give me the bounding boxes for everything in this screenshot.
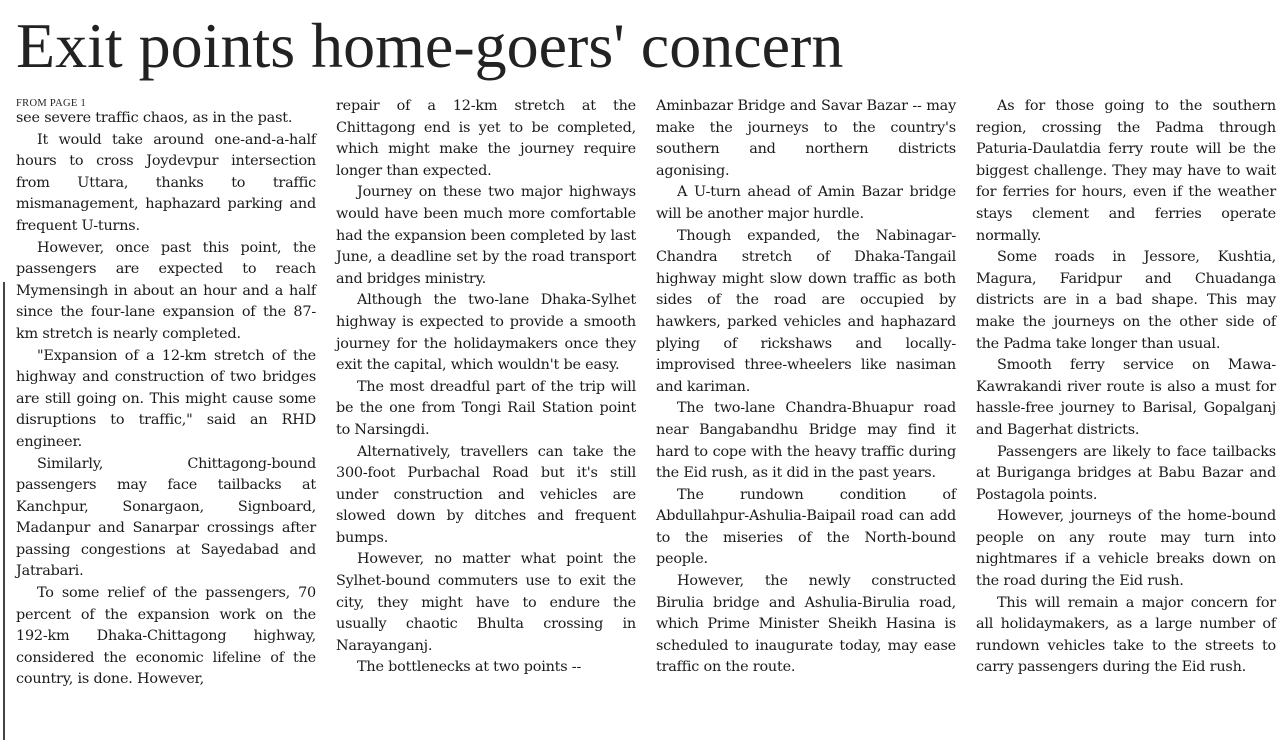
paragraph: The most dreadful part of the trip will be the one from Tongi Rail Station point to Narsingdi. (336, 378, 636, 438)
paragraph: see severe traffic chaos, as in the past. (16, 110, 293, 126)
paragraph: It would take around one-and-a-half hours to cross Joydevpur intersection from Uttara, thanks to traffic mismanagement, haphazard parking and frequent U-turns. (16, 131, 316, 234)
paragraph: Similarly, Chittagong-bound passengers may face tailbacks at Kanchpur, Sonargaon, Signboard, Madanpur and Sanarpar crossings after passing congestions at Sayedabad and Jatrabari. (16, 455, 316, 580)
paragraph: "Expansion of a 12-km stretch of the highway and construction of two bridges are still going on. This might cause some disruptions to traffic," said an RHD engineer. (16, 347, 316, 450)
paragraph: The bottlenecks at two points -- (357, 659, 582, 676)
paragraph: A U-turn ahead of Amin Bazar bridge will be another major hurdle. (656, 184, 956, 222)
article-column-3 (656, 96, 956, 679)
paragraph: Aminbazar Bridge and Savar Bazar -- may make the journeys to the country's southern and northern districts agonising. (656, 98, 956, 179)
paragraph: Although the two-lane Dhaka-Sylhet highway is expected to provide a smooth journey for the holidaymakers once they exit the capital, which wouldn't be easy. (336, 292, 636, 374)
paragraph: Though expanded, the Nabinagar-Chandra stretch of Dhaka-Tangail highway might slow down traffic as both sides of the road are occupied by hawkers, parked vehicles and haphazard plying of rickshaws and locally-improvised three-wheelers like nasiman and kariman. (656, 227, 956, 395)
paragraph: However, the newly constructed Birulia bridge and Ashulia-Birulia road, which Prime Minister Sheikh Hasina is scheduled to inaugurate today, may ease traffic on the route. (656, 573, 956, 676)
paragraph: Alternatively, travellers can take the 300-foot Purbachal Road but it's still under construction and vehicles are slowed down by ditches and frequent bumps. (336, 443, 636, 546)
paragraph: Smooth ferry service on Mawa-Kawrakandi river route is also a must for hassle-free journey to Barisal, Gopalganj and Bagerhat districts. (976, 357, 1276, 438)
jump-kicker: FROM PAGE 1 (16, 98, 87, 109)
paragraph: Journey on these two major highways would have been much more comfortable had the expansion been completed by last June, a deadline set by the road transport and bridges ministry. (336, 184, 636, 287)
article-column-4 (976, 96, 1276, 679)
paragraph: Some roads in Jessore, Kushtia, Magura, Faridpur and Chuadanga districts are in a bad shape. This may make the journeys on the other side of the Padma take longer than usual. (976, 249, 1276, 352)
paragraph: The two-lane Chandra-Bhuapur road near Bangabandhu Bridge may find it hard to cope with the heavy traffic during the Eid rush, as it did in the past years. (656, 400, 956, 482)
paragraph: As for those going to the southern region, crossing the Padma through Paturia-Daulatdia ferry route will be the biggest challenge. They may have to wait for ferries for hours, even if the weather stays clement and ferries operate normally. (976, 98, 1276, 244)
article-headline: Exit points home-goers' concern (16, 10, 844, 81)
paragraph: Passengers are likely to face tailbacks at Buriganga bridges at Babu Bazar and Postagola points. (976, 443, 1276, 503)
paragraph: This will remain a major concern for all holidaymakers, as a large number of rundown vehicles take to the streets to carry passengers during the Eid rush. (976, 594, 1276, 676)
paragraph: To some relief of the passengers, 70 percent of the expansion work on the 192-km Dhaka-Chittagong highway, considered the economic lifeline of the country, is done. However, (16, 585, 316, 688)
paragraph: However, journeys of the home-bound people on any route may turn into nightmares if a vehicle breaks down on the road during the Eid rush. (976, 508, 1276, 590)
paragraph: However, once past this point, the passengers are expected to reach Mymensingh in about an hour and a half since the four-lane expansion of the 87-km stretch is nearly completed. (16, 239, 316, 342)
article-column-1 (16, 96, 316, 691)
paragraph: repair of a 12-km stretch at the Chittagong end is yet to be completed, which might make the journey require longer than expected. (336, 98, 636, 179)
paragraph: However, no matter what point the Sylhet-bound commuters use to exit the city, they might have to endure the usually chaotic Bhulta crossing in Narayanganj. (336, 551, 636, 654)
paragraph: The rundown condition of Abdullahpur-Ashulia-Baipail road can add to the miseries of the North-bound people. (656, 486, 956, 568)
article-column-2 (336, 96, 636, 679)
column-rule (3, 282, 5, 740)
